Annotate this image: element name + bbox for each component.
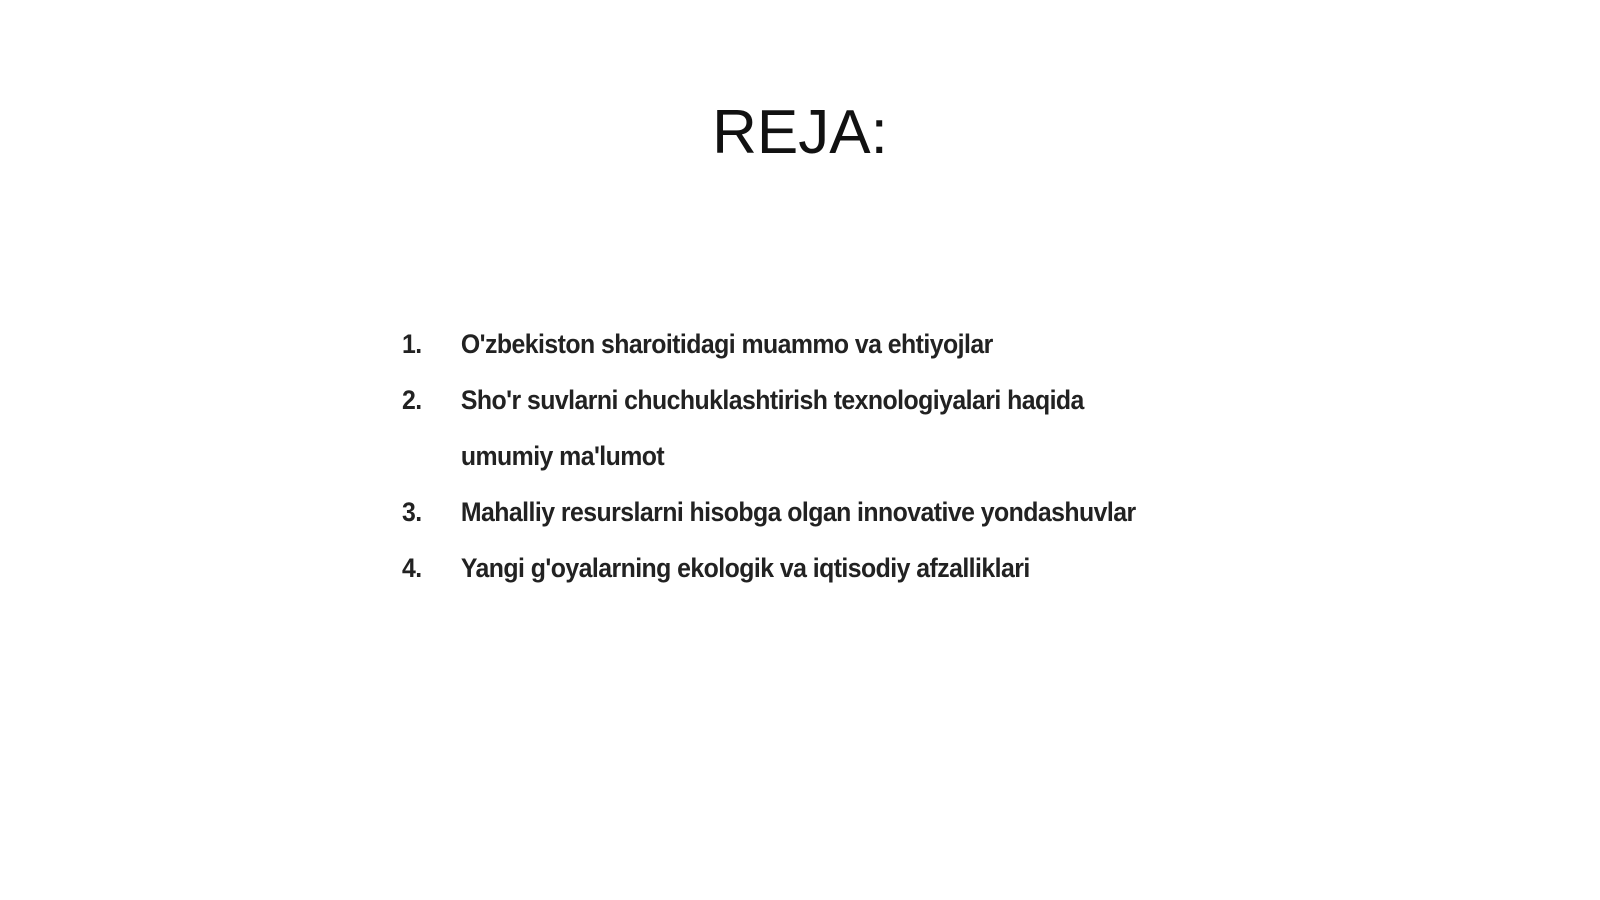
plan-item-text: O'zbekiston sharoitidagi muammo va ehtiyojlar (460, 329, 993, 359)
plan-item (402, 372, 1138, 484)
plan-item-text: Mahalliy resurslarni hisobga olgan innovative yondashuvlar (460, 497, 1136, 527)
plan-item-number: 4. (402, 553, 422, 583)
plan-item-text: Yangi g'oyalarning ekologik va iqtisodiy afzalliklari (460, 553, 1030, 583)
plan-item (402, 540, 1138, 596)
plan-item (402, 316, 1138, 372)
plan-item-number: 2. (402, 385, 422, 415)
plan-item-number: 1. (402, 329, 422, 359)
plan-item-number: 3. (402, 497, 422, 527)
plan-item (402, 484, 1138, 540)
plan-list (402, 316, 1202, 596)
plan-item-text: Sho'r suvlarni chuchuklashtirish texnologiyalari haqida umumiy ma'lumot (460, 385, 1084, 471)
slide-title: REJA: (712, 98, 888, 167)
